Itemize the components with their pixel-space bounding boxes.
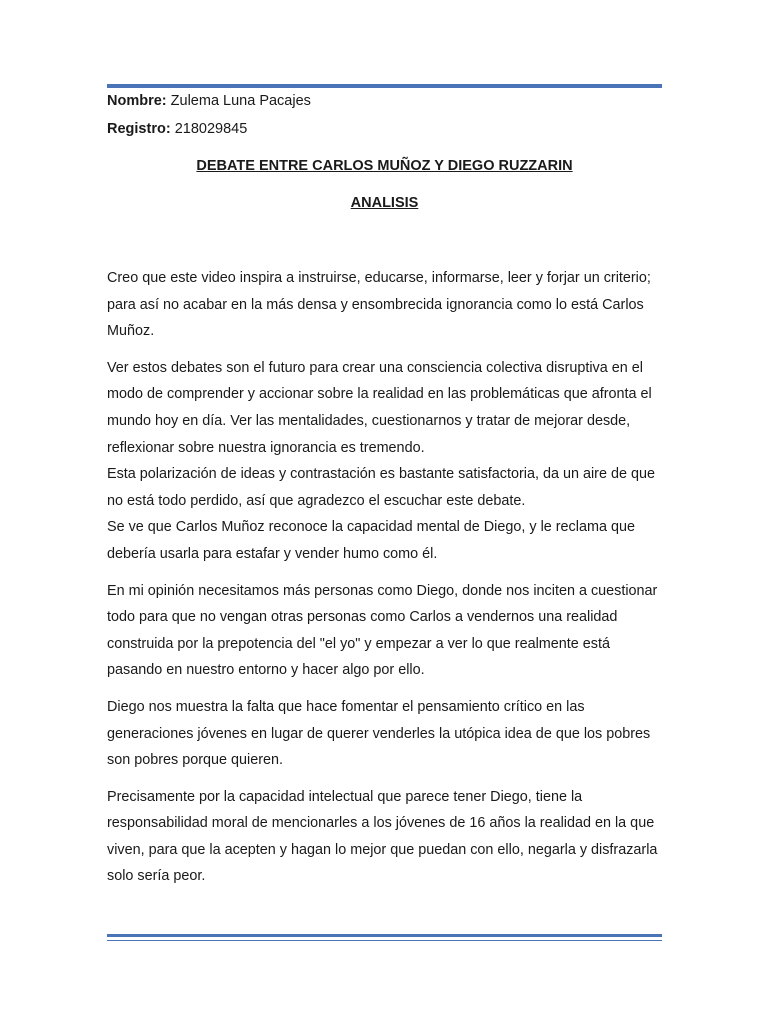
paragraph-5: En mi opinión necesitamos más personas como Diego, donde nos inciten a cuestionar todo para que no vengan otras personas como Carlos a vendernos una realidad construida por la prepotencia del "el yo" y empezar a ver lo que realmente está pasando en nuestro entorno y hacer algo por ello. [107, 582, 658, 679]
document-title: DEBATE ENTRE CARLOS MUÑOZ Y DIEGO RUZZARIN [196, 158, 573, 174]
registro-field [107, 120, 247, 138]
bottom-rule [107, 934, 662, 941]
paragraph-7: Precisamente por la capacidad intelectual que parece tener Diego, tiene la responsabilidad moral de mencionarles a los jóvenes de 16 años la realidad en la que viven, para que la acepten y hagan lo mejor que puedan con ello, negarla y disfrazarla solo sería peor. [107, 788, 658, 885]
name-label: Nombre: [107, 93, 167, 109]
name-field [107, 92, 311, 110]
top-rule [107, 84, 662, 88]
document-body [107, 265, 662, 900]
registro-label: Registro: [107, 121, 171, 137]
paragraph-1: Creo que este video inspira a instruirse, educarse, informarse, leer y forjar un criterio; para así no acabar en la más densa y ensombrecida ignorancia como lo está Carlos Muñoz. [107, 270, 651, 340]
paragraph-3: Esta polarización de ideas y contrastación es bastante satisfactoria, da un aire de que no está todo perdido, así que agradezco el escuchar este debate. [107, 466, 655, 509]
registro-value: 218029845 [174, 121, 248, 137]
name-value: Zulema Luna Pacajes [170, 93, 311, 109]
paragraph-2: Ver estos debates son el futuro para crear una consciencia colectiva disruptiva en el modo de comprender y accionar sobre la realidad en las problemáticas que afronta el mundo hoy en día. Ver las mentalidades, cuestionarnos y tratar de mejorar desde, reflexionar sobre nuestra ignorancia es tremendo. [107, 359, 652, 456]
document-subtitle: ANALISIS [350, 195, 419, 211]
paragraph-4: Se ve que Carlos Muñoz reconoce la capacidad mental de Diego, y le reclama que debería usarla para estafar y vender humo como él. [107, 519, 635, 562]
paragraph-6: Diego nos muestra la falta que hace fomentar el pensamiento crítico en las generaciones jóvenes en lugar de querer venderles la utópica idea de que los pobres son pobres porque quieren. [107, 698, 651, 769]
